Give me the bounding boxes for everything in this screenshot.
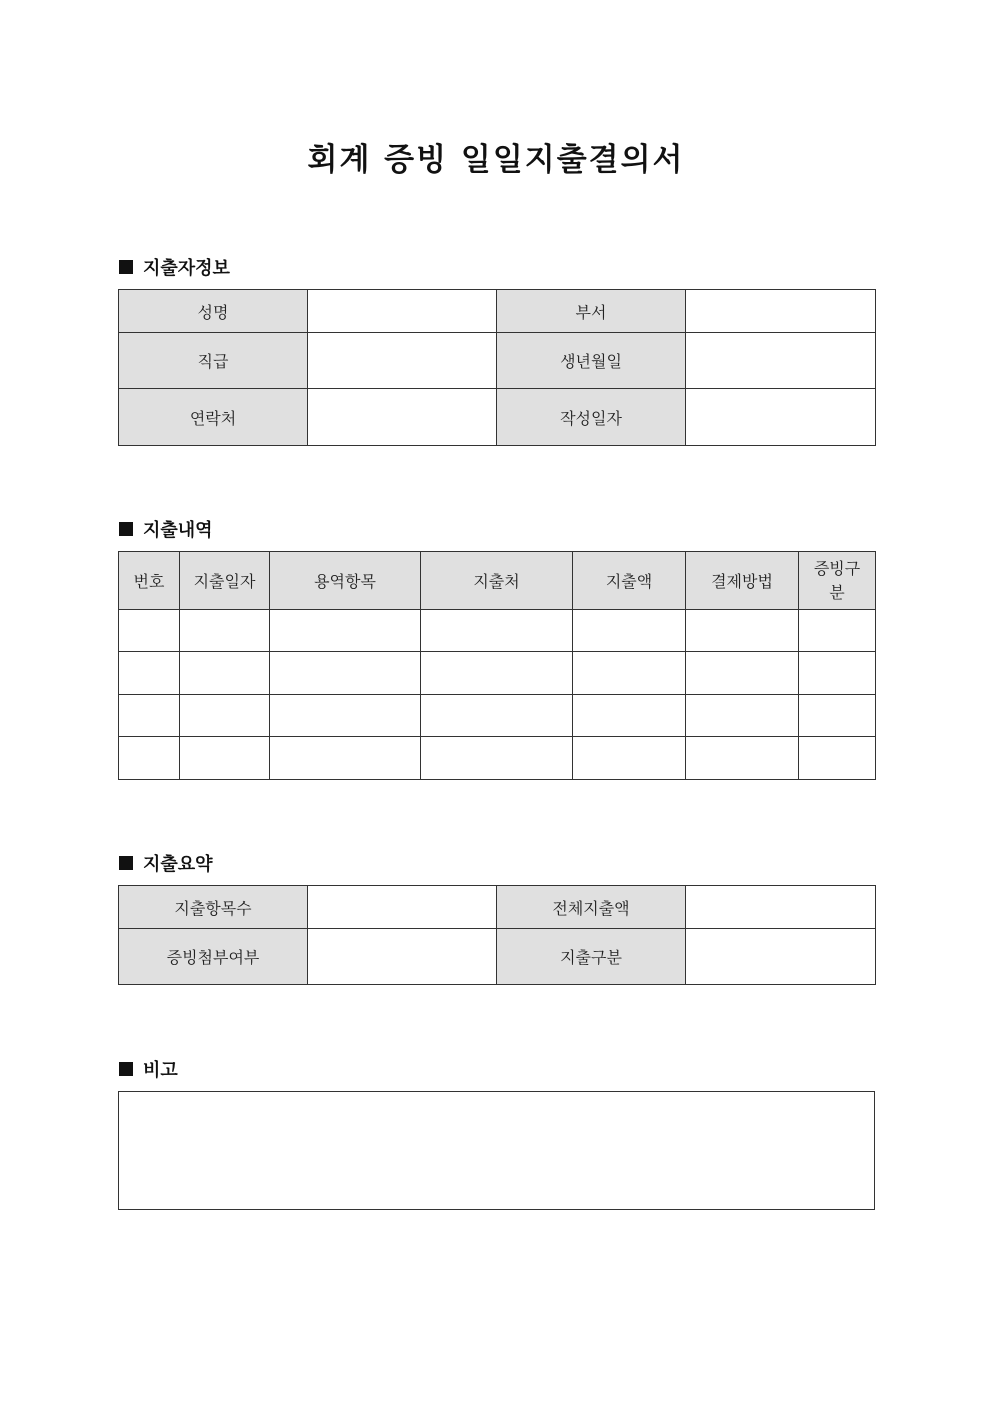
section-label: 비고 (143, 1060, 178, 1081)
page-title: 회계 증빙 일일지출결의서 (307, 142, 685, 178)
evidence-attached-field[interactable] (308, 929, 497, 985)
column-header-service-item: 용역항목 (270, 552, 421, 610)
section-label: 지출요약 (143, 854, 213, 875)
table-cell[interactable] (573, 737, 686, 780)
table-cell[interactable] (686, 737, 799, 780)
table-cell[interactable] (180, 695, 270, 737)
table-cell[interactable] (180, 652, 270, 695)
category-field[interactable] (686, 929, 876, 985)
table-cell[interactable] (686, 695, 799, 737)
department-field[interactable] (686, 290, 876, 333)
table-row (119, 737, 876, 780)
column-header-amount: 지출액 (573, 552, 686, 610)
table-cell[interactable] (119, 652, 180, 695)
position-field[interactable] (308, 333, 497, 389)
name-label: 성명 (119, 290, 308, 333)
position-label: 직급 (119, 333, 308, 389)
table-cell[interactable] (421, 695, 573, 737)
square-bullet-icon (119, 856, 133, 870)
table-row (119, 652, 876, 695)
table-row (119, 610, 876, 652)
spender-info-table (118, 289, 876, 446)
item-count-label: 지출항목수 (119, 886, 308, 929)
table-row (119, 695, 876, 737)
table-cell[interactable] (180, 737, 270, 780)
table-cell[interactable] (180, 610, 270, 652)
table-cell[interactable] (421, 610, 573, 652)
remarks-table (118, 1091, 875, 1210)
table-cell[interactable] (421, 737, 573, 780)
item-count-field[interactable] (308, 886, 497, 929)
contact-field[interactable] (308, 389, 497, 446)
table-cell[interactable] (686, 652, 799, 695)
contact-label: 연락처 (119, 389, 308, 446)
total-amount-label: 전체지출액 (497, 886, 686, 929)
section-heading-remarks (119, 1056, 178, 1082)
square-bullet-icon (119, 522, 133, 536)
column-header-payment-method: 결제방법 (686, 552, 799, 610)
department-label: 부서 (497, 290, 686, 333)
table-cell[interactable] (421, 652, 573, 695)
section-heading-summary (119, 850, 213, 876)
evidence-attached-label: 증빙첨부여부 (119, 929, 308, 985)
table-cell[interactable] (119, 695, 180, 737)
table-cell[interactable] (573, 652, 686, 695)
square-bullet-icon (119, 260, 133, 274)
written-date-label: 작성일자 (497, 389, 686, 446)
total-amount-field[interactable] (686, 886, 876, 929)
square-bullet-icon (119, 1062, 133, 1076)
section-label: 지출내역 (143, 520, 213, 541)
table-cell[interactable] (270, 695, 421, 737)
table-cell[interactable] (686, 610, 799, 652)
expenditure-details-table (118, 551, 876, 780)
table-cell[interactable] (573, 610, 686, 652)
column-header-evidence-type: 증빙구분 (799, 552, 876, 610)
name-field[interactable] (308, 290, 497, 333)
table-cell[interactable] (119, 610, 180, 652)
category-label: 지출구분 (497, 929, 686, 985)
column-header-number: 번호 (119, 552, 180, 610)
table-cell[interactable] (270, 737, 421, 780)
birthdate-field[interactable] (686, 333, 876, 389)
summary-table (118, 885, 876, 985)
table-cell[interactable] (573, 695, 686, 737)
table-cell[interactable] (799, 737, 876, 780)
section-heading-spender-info (119, 254, 230, 280)
written-date-field[interactable] (686, 389, 876, 446)
table-cell[interactable] (270, 610, 421, 652)
section-heading-expenditure-details (119, 516, 213, 542)
table-cell[interactable] (799, 610, 876, 652)
table-cell[interactable] (270, 652, 421, 695)
table-cell[interactable] (119, 737, 180, 780)
column-header-payee: 지출처 (421, 552, 573, 610)
table-cell[interactable] (799, 695, 876, 737)
section-label: 지출자정보 (143, 258, 230, 279)
column-header-date: 지출일자 (180, 552, 270, 610)
remarks-field[interactable] (119, 1092, 875, 1210)
table-cell[interactable] (799, 652, 876, 695)
birthdate-label: 생년월일 (497, 333, 686, 389)
table-header-row (119, 552, 876, 610)
